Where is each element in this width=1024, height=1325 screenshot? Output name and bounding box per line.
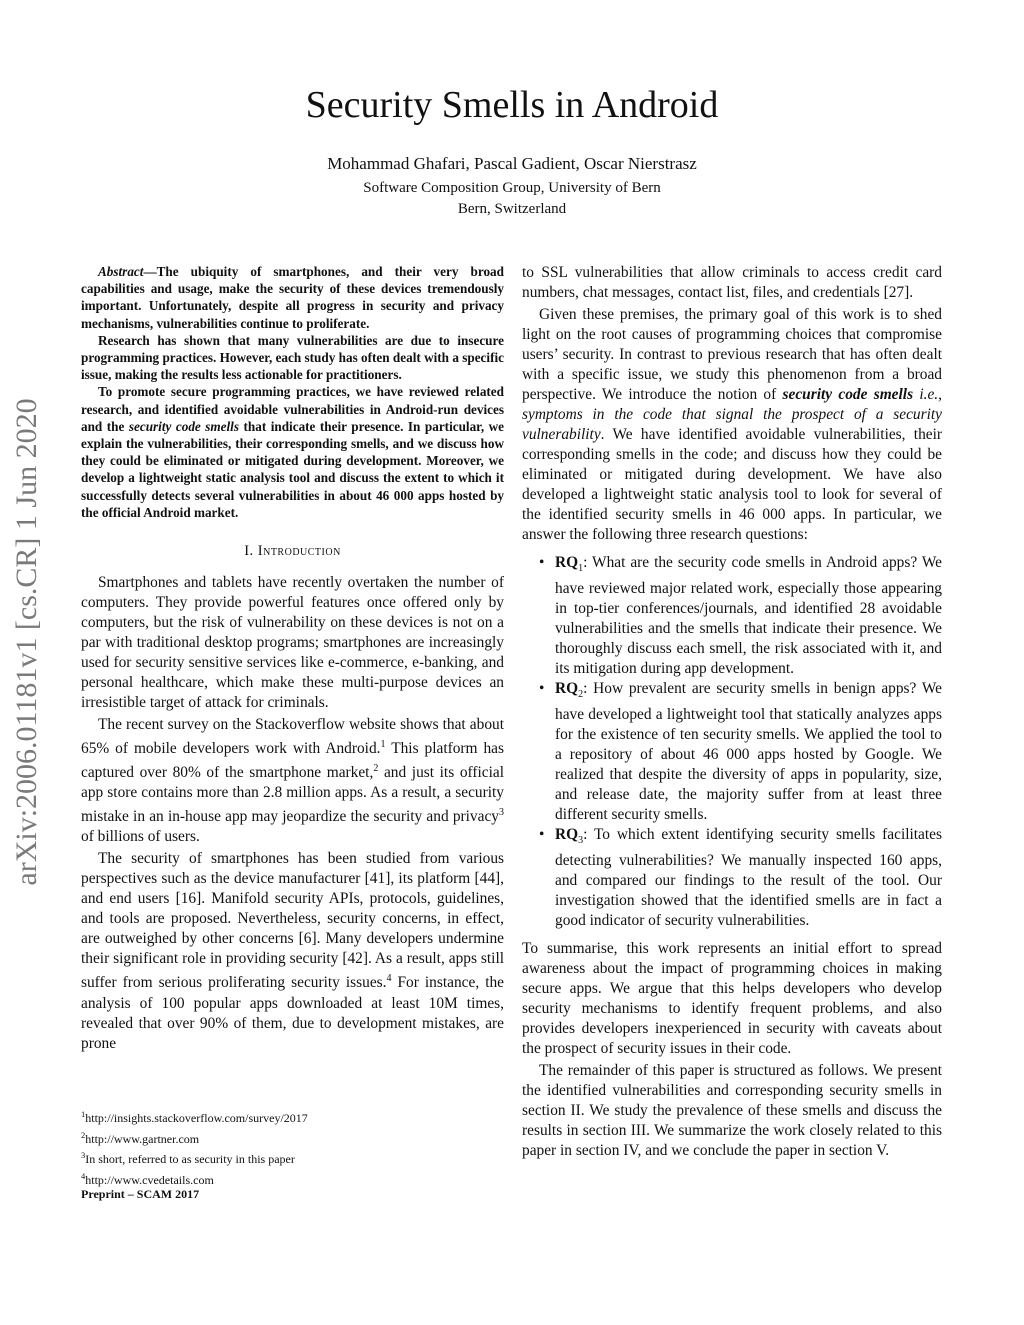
abstract-label: Abstract	[98, 264, 144, 279]
intro-text-3b: For instance, the analysis of 100 popular apps downloaded at least 10M times, revealed that over 90% of them, due to development mistakes, are prone	[81, 974, 504, 1052]
section-heading-introduction: I. Introduction	[244, 543, 341, 560]
footnote-link[interactable]: http://www.cvedetails.com	[85, 1172, 214, 1187]
right-text-1b: . We have identified avoidable vulnerabilities, their corresponding smells in the code; and discuss how they could be eliminated or mitigated during development. We have also developed a lightweight static analysis tool to look for several of the identified security smells in 46 000 apps. In particular, we answer the following three research questions:	[522, 426, 942, 543]
abstract-paragraph-2: Research has shown that many vulnerabilities are due to insecure programming practices. However, each study has often dealt with a specific issue, making the results less actionable for practitioners.	[81, 332, 504, 383]
affiliation-line-1: Software Composition Group, University of Bern	[363, 180, 661, 196]
intro-text-2d: of billions of users.	[81, 828, 200, 846]
abstract-text-3b: that indicate their presence. In particular, we explain the vulnerabilities, their corresponding smells, and we discuss how they could be eliminated or mitigated during development. Moreover, we develop a lightweight static analysis tool and discuss the extent to which it successfully detects several vulnerabilities in about 46 000 apps hosted by the official Android market.	[81, 418, 504, 520]
intro-paragraph-1: Smartphones and tablets have recently overtaken the number of computers. They provide powerful features once offered only by computers, but the risk of vulnerability on these devices is not on a par with traditional desktop programs; smartphones are increasingly used for security sensitive services like e-commerce, e-banking, and personal healthcare, which make these multi-purpose devices an irresistible target of attack for criminals.	[81, 574, 504, 712]
footnote-link[interactable]: http://insights.stackoverflow.com/survey/2017	[85, 1111, 308, 1125]
intro-paragraph-2	[81, 715, 504, 847]
footnote-ref-2[interactable]: 2	[373, 763, 379, 775]
ie-abbrev: i.e.	[913, 386, 939, 403]
footnote-text: In short, referred to as security in this paper	[85, 1152, 295, 1166]
footnote-number: 2	[81, 1129, 86, 1140]
rq-label: RQ	[555, 680, 579, 698]
abstract-text-1: —The ubiquity of smartphones, and their very broad capabilities and usage, make the security of these devices tremendously important. Unfortunately, despite all progress in security and privacy mechanisms, vulnerabilities continue to proliferate.	[81, 264, 504, 331]
footnote-number: 1	[81, 1109, 86, 1119]
affiliation-line-2: Bern, Switzerland	[457, 201, 567, 217]
footnote-ref-1[interactable]: 1	[380, 739, 386, 751]
bullet-icon: •	[539, 826, 545, 844]
bullet-icon: •	[539, 554, 545, 571]
bullet-icon: •	[539, 680, 545, 698]
footnote-ref-3[interactable]: 3	[499, 807, 504, 819]
abstract-paragraph-3	[81, 383, 504, 521]
right-paragraph-3: The remainder of this paper is structured as follows. We present the identified vulnerabilities and corresponding security smells in section II. We study the prevalence of these smells and discuss the results in section III. We summarize the work closely related to this paper in section IV, and we conclude the paper in section V.	[522, 1062, 942, 1160]
abstract-paragraph-1	[81, 263, 504, 332]
author-list: Mohammad Ghafari, Pascal Gadient, Oscar Nierstrasz	[327, 154, 697, 173]
right-column	[522, 263, 942, 1161]
definition-italic: , symptoms in the code that signal the prospect of a security vulnerability	[522, 386, 943, 443]
introduction-body	[81, 573, 504, 1054]
security-code-smells-term: security code smells	[782, 386, 914, 403]
abstract-text-3a: To promote secure programming practices, we have reviewed related research, and identified avoidable vulnerabilities in Android-run devices and the	[81, 384, 504, 434]
rq-text: : How prevalent are security smells in benign apps? We have developed a lightweight tool that statically analyzes apps for the existence of ten security smells. We applied the tool to a repository of about 46 000 apps hosted by Google. We realized that despite the diversity of apps in popularity, size, and release date, the majority suffer from at least three different security smells.	[555, 680, 942, 824]
footnote-1	[81, 1106, 504, 1127]
footnotes	[81, 1106, 504, 1188]
list-item	[522, 553, 942, 679]
arxiv-side-label: arXiv:2006.01181v1 [cs.CR] 1 Jun 2020	[10, 398, 43, 886]
footnote-link[interactable]: http://www.gartner.com	[85, 1131, 200, 1146]
paper-title: Security Smells in Android	[305, 84, 719, 126]
intro-text-2b: This platform has captured over 80% of the smartphone market,	[81, 740, 504, 782]
right-paragraph-1	[522, 305, 942, 545]
right-paragraph-2: To summarise, this work represents an initial effort to spread awareness about the impact of programming choices in making secure apps. We argue that this helps developers who develop security mechanisms to identify frequent problems, and also provides developers inexperienced in security with caveats about the prospect of security issues in their code.	[522, 940, 942, 1058]
footnote-number: 3	[81, 1150, 86, 1160]
right-text-1a: Given these premises, the primary goal of this work is to shed light on the root causes of programming choices that compromise users’ security. In contrast to previous research that has often dealt with a specific issue, we study this phenomenon from a broad perspective. We introduce the notion of	[522, 306, 942, 403]
footnote-3	[81, 1147, 504, 1168]
intro-paragraph-3	[81, 849, 504, 1053]
intro-text-2c: and just its official app store contains more than 2.8 million apps. As a result, a security mistake in an in-house app may jeopardize the security and privacy	[81, 764, 504, 826]
right-paragraph-0: to SSL vulnerabilities that allow criminals to access credit card numbers, chat messages, contact list, files, and credentials [27].	[522, 264, 942, 301]
rq-text: : What are the security code smells in Android apps? We have reviewed major related work, especially those appearing in top-tier conferences/journals, and identified 28 avoidable vulnerabilities and the smells that indicate their presence. We thoroughly discuss each smell, the risk associated with it, and its mitigation during app development.	[555, 554, 942, 678]
list-item	[522, 825, 942, 931]
research-questions-list	[522, 553, 942, 931]
rq-index: 2	[578, 689, 584, 701]
footnote-4	[81, 1168, 504, 1189]
rq-label: RQ	[555, 554, 579, 571]
abstract	[81, 263, 504, 521]
footnote-number: 4	[81, 1170, 86, 1181]
right-body	[522, 263, 942, 1161]
abstract-emphasis: security code smells	[128, 418, 239, 434]
rq-index: 3	[578, 835, 584, 847]
rq-text: : To which extent identifying security smells facilitates detecting vulnerabilities? We manually inspected 160 apps, and compared our findings to the result of the tool. Our investigation showed that the identified smells are in fact a good indicator of security vulnerabilities.	[555, 826, 942, 930]
list-item	[522, 679, 942, 825]
rq-label: RQ	[555, 826, 579, 844]
footnote-ref-4[interactable]: 4	[386, 973, 392, 985]
intro-text-3a: The security of smartphones has been studied from various perspectives such as the device manufacturer [41], its platform [44], and end users [16]. Manifold security APIs, protocols, guidelines, and tools are proposed. Nevertheless, security concerns, in effect, are outweighed by other concerns [6]. Many developers undermine their significant role in providing security [42]. As a result, apps still suffer from serious proliferating security issues.	[81, 850, 504, 992]
rq-index: 1	[578, 563, 584, 575]
intro-text-2a: The recent survey on the Stackoverflow website shows that about 65% of mobile developers work with Android.	[81, 716, 504, 758]
left-column	[81, 263, 504, 1054]
footnote-2	[81, 1127, 504, 1148]
preprint-note: Preprint – SCAM 2017	[81, 1187, 200, 1201]
